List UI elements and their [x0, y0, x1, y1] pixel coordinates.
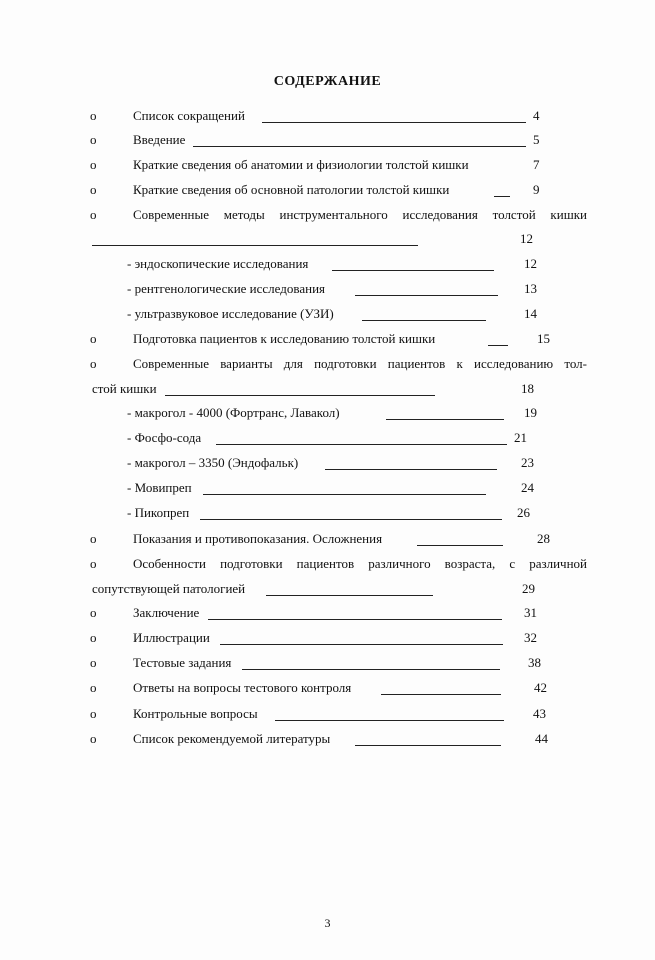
bullet: o — [90, 207, 97, 222]
toc-page-number: 38 — [528, 655, 541, 670]
toc-leader — [266, 595, 433, 596]
toc-item-modern-options: Современные варианты для подготовки пациентов к исследованию тол- — [133, 356, 587, 371]
toc-subitem-ultrasound: - ультразвуковое исследование (УЗИ) — [127, 306, 334, 321]
toc-item-pathology: Краткие сведения об основной патологии толстой кишки — [133, 182, 450, 197]
toc-page-number: 5 — [533, 132, 540, 147]
toc-leader — [362, 320, 486, 321]
toc-subitem-radiology: - рентгенологические исследования — [127, 281, 326, 296]
toc-item-indications: Показания и противопоказания. Осложнения — [133, 531, 383, 546]
toc-page-number: 29 — [522, 581, 535, 596]
toc-page-number: 14 — [524, 306, 537, 321]
bullet: o — [90, 556, 97, 571]
toc-leader — [193, 146, 526, 147]
toc-page-number: 13 — [524, 281, 537, 296]
toc-page-number: 23 — [521, 455, 534, 470]
toc-leader — [216, 444, 507, 445]
bullet: o — [90, 680, 97, 695]
toc-leader — [165, 395, 435, 396]
toc-page-number: 31 — [524, 605, 537, 620]
bullet: o — [90, 706, 97, 721]
toc-leader — [200, 519, 502, 520]
toc-page-number: 26 — [517, 505, 530, 520]
toc-page-number: 32 — [524, 630, 537, 645]
toc-page-number: 24 — [521, 480, 534, 495]
toc-title: СОДЕРЖАНИЕ — [273, 74, 382, 89]
toc-page-number: 19 — [524, 405, 537, 420]
toc-page-number: 12 — [524, 256, 537, 271]
toc-leader — [332, 270, 494, 271]
toc-leader — [220, 644, 503, 645]
toc-leader — [355, 295, 498, 296]
bullet: o — [90, 182, 97, 197]
toc-item-age-features-cont: сопутствующей патологией — [92, 581, 246, 596]
toc-page-number: 18 — [521, 381, 534, 396]
toc-item-introduction: Введение — [133, 132, 186, 147]
toc-subitem-macrogol-4000: - макрогол - 4000 (Фортранс, Лавакол) — [127, 405, 340, 420]
toc-subitem-phospho-soda: - Фосфо-сода — [127, 430, 202, 445]
toc-leader — [417, 545, 503, 546]
toc-leader — [275, 720, 504, 721]
bullet: o — [90, 157, 97, 172]
toc-page-number: 9 — [533, 182, 540, 197]
bullet: o — [90, 108, 97, 123]
toc-item-conclusion: Заключение — [133, 605, 200, 620]
toc-page-number: 21 — [514, 430, 527, 445]
toc-leader — [386, 419, 504, 420]
toc-page-number: 4 — [533, 108, 540, 123]
bullet: o — [90, 132, 97, 147]
toc-leader — [262, 122, 526, 123]
toc-page-number: 28 — [537, 531, 550, 546]
bullet: o — [90, 655, 97, 670]
toc-item-references: Список рекомендуемой литературы — [133, 731, 331, 746]
toc-leader — [381, 694, 501, 695]
page-number: 3 — [324, 916, 331, 930]
toc-item-illustrations: Иллюстрации — [133, 630, 210, 645]
toc-leader — [92, 245, 418, 246]
toc-item-abbreviations: Список сокращений — [133, 108, 245, 123]
toc-subitem-macrogol-3350: - макрогол – 3350 (Эндофальк) — [127, 455, 299, 470]
toc-leader — [488, 345, 508, 346]
toc-page-number: 44 — [535, 731, 548, 746]
toc-leader — [208, 619, 502, 620]
toc-item-patient-preparation: Подготовка пациентов к исследованию толстой кишки — [133, 331, 436, 346]
bullet: o — [90, 331, 97, 346]
bullet: o — [90, 356, 97, 371]
toc-page-number: 43 — [533, 706, 546, 721]
toc-item-tests: Тестовые задания — [133, 655, 232, 670]
toc-leader — [203, 494, 486, 495]
toc-leader — [355, 745, 501, 746]
toc-item-control-questions: Контрольные вопросы — [133, 706, 258, 721]
toc-item-modern-options-cont: стой кишки — [92, 381, 157, 396]
toc-leader — [242, 669, 500, 670]
toc-page-number: 7 — [533, 157, 540, 172]
bullet: o — [90, 531, 97, 546]
toc-subitem-moviprep: - Мовипреп — [127, 480, 192, 495]
bullet: o — [90, 605, 97, 620]
toc-subitem-endoscopy: - эндоскопические исследования — [127, 256, 309, 271]
toc-item-anatomy: Краткие сведения об анатомии и физиологии толстой кишки — [133, 157, 469, 172]
toc-leader — [325, 469, 497, 470]
toc-item-test-answers: Ответы на вопросы тестового контроля — [133, 680, 352, 695]
toc-item-age-features: Особенности подготовки пациентов различного возраста, с различной — [133, 556, 587, 571]
toc-subitem-picoprep: - Пикопреп — [127, 505, 190, 520]
toc-leader — [494, 196, 510, 197]
toc-page-number: 42 — [534, 680, 547, 695]
bullet: o — [90, 630, 97, 645]
bullet: o — [90, 731, 97, 746]
toc-page-number: 15 — [537, 331, 550, 346]
toc-item-instrumental-methods: Современные методы инструментального исследования толстой кишки — [133, 207, 587, 222]
toc-page-number: 12 — [520, 231, 533, 246]
